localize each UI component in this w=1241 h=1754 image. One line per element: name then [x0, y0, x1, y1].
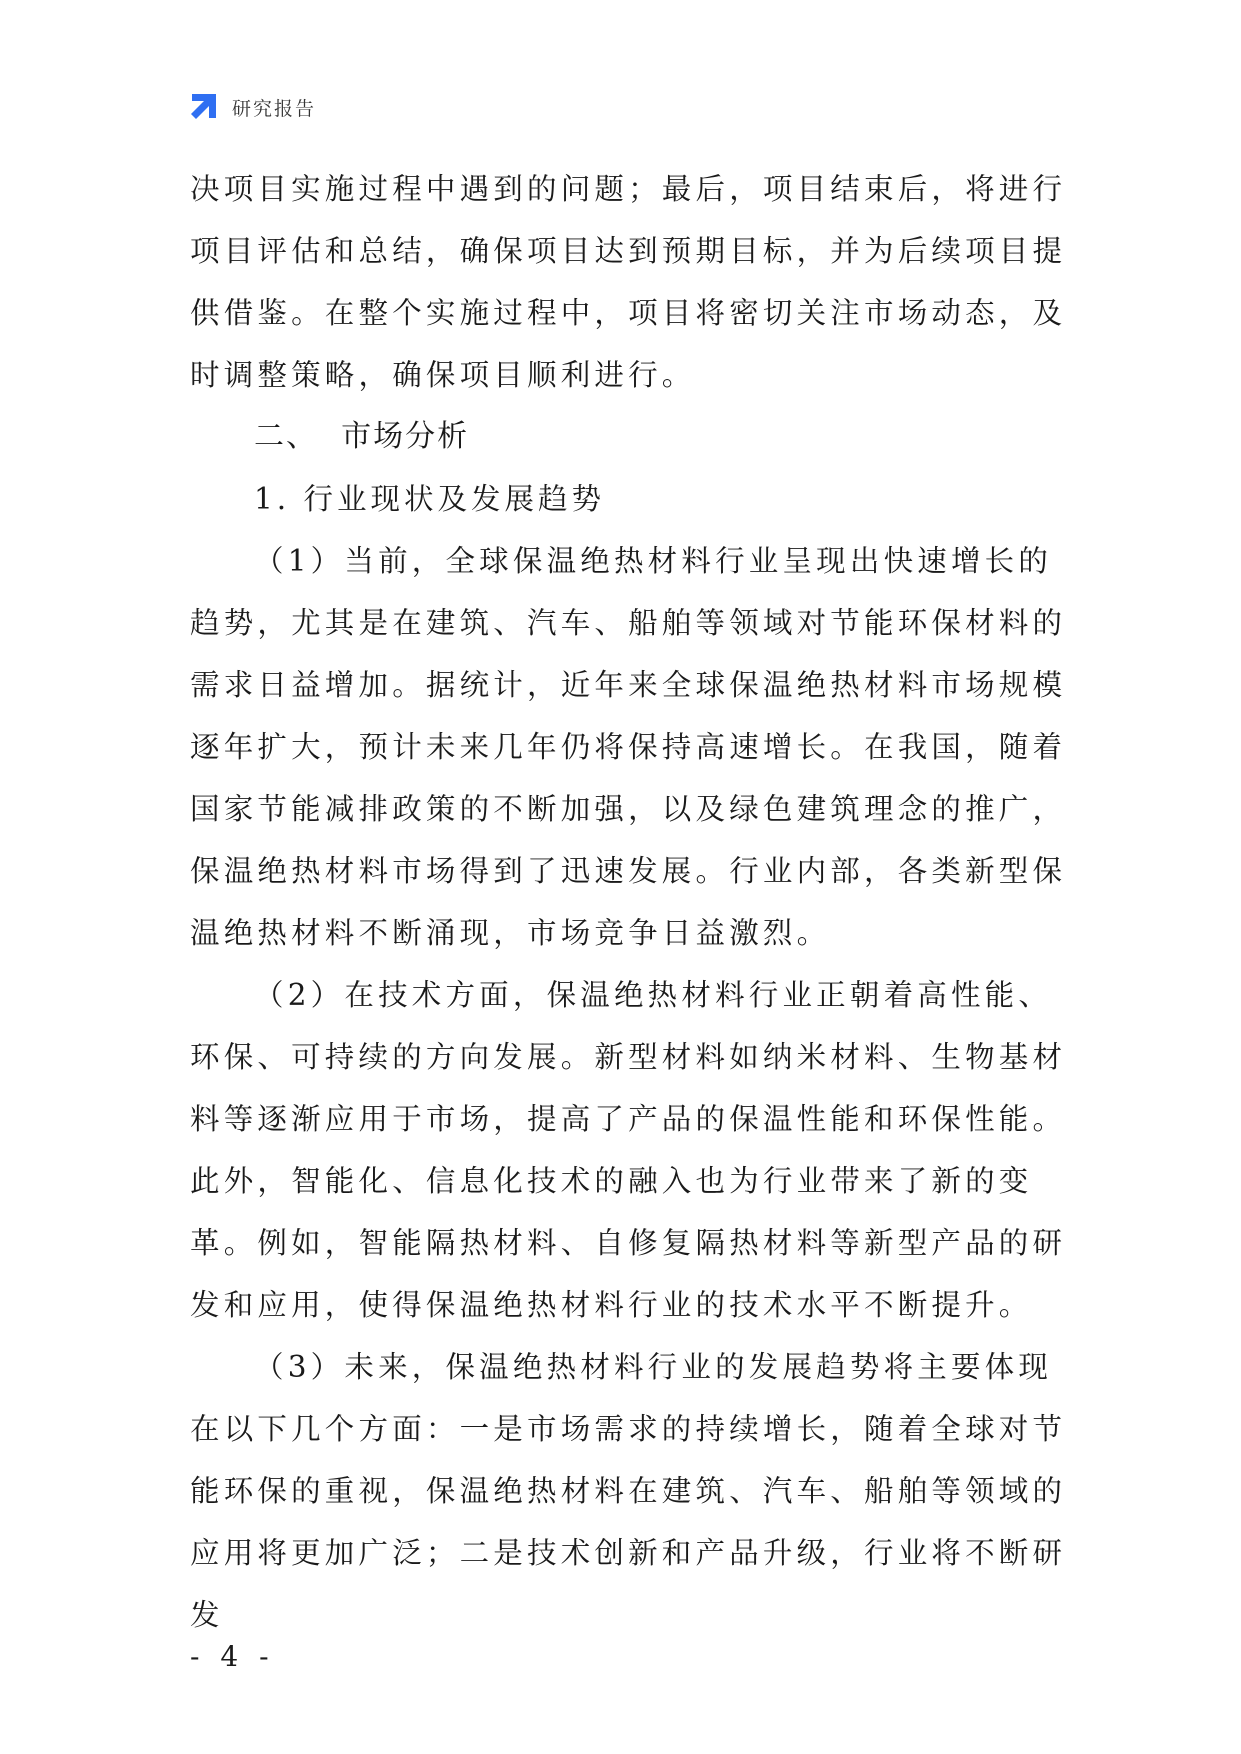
header-title: 研究报告	[232, 97, 317, 120]
paragraph-continued: 决项目实施过程中遇到的问题；最后，项目结束后，将进行项目评估和总结，确保项目达到预期目标，并为后续项目提供借鉴。在整个实施过程中，项目将密切关注市场动态，及时调整策略，确保项目顺利进行。	[190, 172, 1067, 392]
report-header	[188, 90, 316, 124]
section-heading: 二、 市场分析	[254, 419, 470, 454]
subsection-heading: 1. 行业现状及发展趋势	[254, 482, 606, 516]
paragraph-1: （1）当前，全球保温绝热材料行业呈现出快速增长的趋势，尤其是在建筑、汽车、船舶等领域对节能环保材料的需求日益增加。据统计，近年来全球保温绝热材料市场规模逐年扩大，预计未来几年仍将保持高速增长。在我国，随着国家节能减排政策的不断加强，以及绿色建筑理念的推广，保温绝热材料市场得到了迅速发展。行业内部，各类新型保温绝热材料不断涌现，市场竞争日益激烈。	[190, 544, 1067, 950]
paragraph-2: （2）在技术方面，保温绝热材料行业正朝着高性能、环保、可持续的方向发展。新型材料如纳米材料、生物基材料等逐渐应用于市场，提高了产品的保温性能和环保性能。此外，智能化、信息化技术的融入也为行业带来了新的变革。例如，智能隔热材料、自修复隔热材料等新型产品的研发和应用，使得保温绝热材料行业的技术水平不断提升。	[190, 978, 1067, 1322]
paragraph-3: （3）未来，保温绝热材料行业的发展趋势将主要体现在以下几个方面：一是市场需求的持续增长，随着全球对节能环保的重视，保温绝热材料在建筑、汽车、船舶等领域的应用将更加广泛；二是技术创新和产品升级，行业将不断研发	[190, 1350, 1067, 1632]
arrow-up-right-icon	[188, 92, 218, 122]
document-body	[190, 158, 1070, 1646]
page-number: - 4 -	[190, 1640, 275, 1673]
